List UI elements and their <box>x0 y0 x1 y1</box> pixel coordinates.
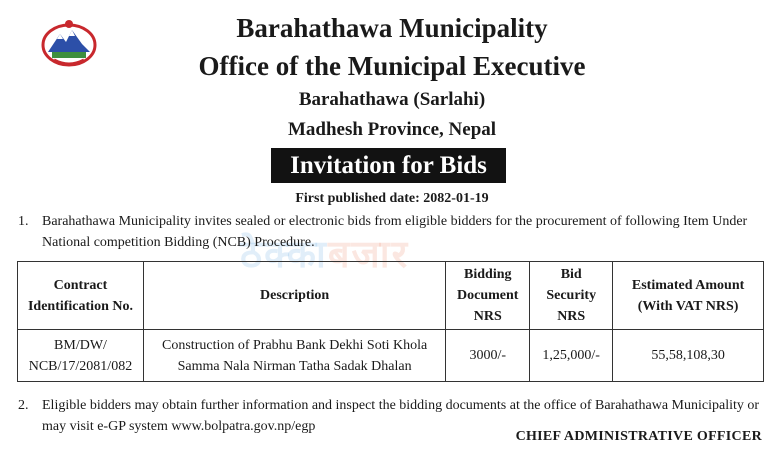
watermark-part-2: बजार <box>327 232 410 276</box>
location-line: Barahathawa (Sarlahi) <box>298 89 486 110</box>
watermark-part-1: ठेक्का <box>240 232 328 276</box>
paragraph-number: 1. <box>18 214 29 229</box>
letterhead <box>0 10 784 143</box>
header-contract-id: Contract Identification No. <box>18 262 144 330</box>
table-row <box>18 330 764 382</box>
cell-contract-id: BM/DW/ NCB/17/2081/082 <box>18 330 144 382</box>
paragraph-text: Eligible bidders may obtain further information and inspect the bidding documents at the office of Barahathawa Municipality or may visit e-GP system www.bolpatra.gov.np/egp <box>42 398 760 434</box>
bid-table <box>17 261 764 382</box>
paragraph-text: Barahathawa Municipality invites sealed or electronic bids from eligible bidders for the procurement of following Item Under National competition Bidding (NCB) Procedure. <box>42 214 748 250</box>
table-header-row <box>18 262 764 330</box>
header-description: Description <box>143 262 445 330</box>
header-estimated-amount: Estimated Amount (With VAT NRS) <box>613 262 764 330</box>
cell-bidding-document: 3000/- <box>446 330 530 382</box>
office-name: Office of the Municipal Executive <box>198 51 586 81</box>
province-line: Madhesh Province, Nepal <box>287 119 497 140</box>
signatory-title: CHIEF ADMINISTRATIVE OFFICER <box>515 429 762 444</box>
notice-title-banner: Invitation for Bids <box>271 148 506 183</box>
municipality-name: Barahathawa Municipality <box>236 13 548 43</box>
header-bidding-document: Bidding Document NRS <box>446 262 530 330</box>
cell-estimated-amount: 55,58,108,30 <box>613 330 764 382</box>
header-bid-security: Bid Security NRS <box>530 262 613 330</box>
cell-description: Construction of Prabhu Bank Dekhi Soti Khola Samma Nala Nirman Tatha Sadak Dhalan <box>143 330 445 382</box>
published-date: First published date: 2082-01-19 <box>295 191 489 206</box>
paragraph-number: 2. <box>18 398 29 413</box>
cell-bid-security: 1,25,000/- <box>530 330 613 382</box>
